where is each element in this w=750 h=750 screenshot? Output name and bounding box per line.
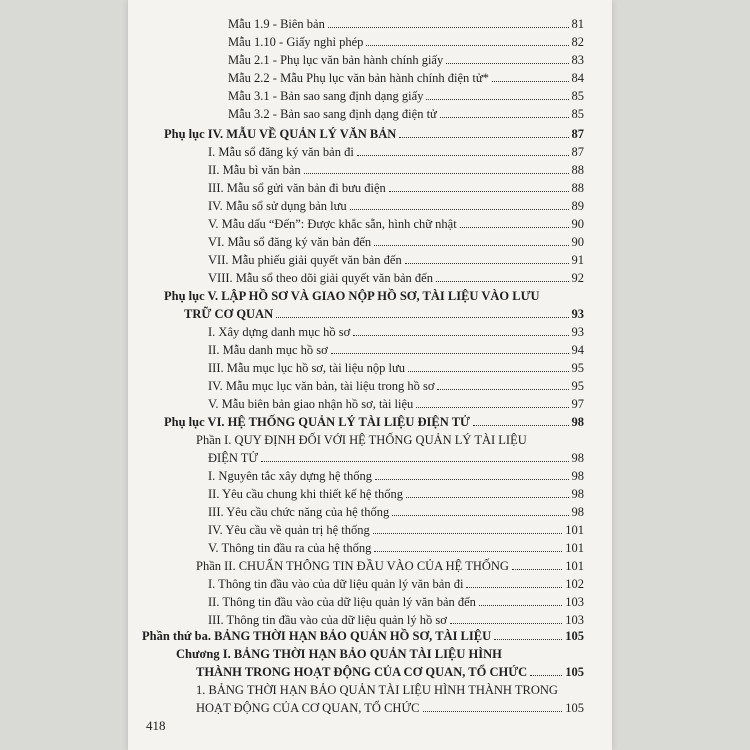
toc-entry — [208, 180, 584, 196]
toc-page-number: 97 — [571, 397, 584, 411]
dot-leader — [350, 209, 569, 210]
toc-entry — [208, 252, 584, 268]
dot-leader — [437, 389, 568, 390]
toc-entry-label: III. Yêu cầu chức năng của hệ thống — [208, 505, 390, 519]
toc-entry-label: Phần II. CHUẨN THÔNG TIN ĐẦU VÀO CỦA HỆ THỐNG — [196, 559, 509, 573]
toc-entry — [228, 34, 584, 50]
dot-leader — [473, 425, 569, 426]
dot-leader — [276, 317, 568, 318]
dot-leader — [423, 711, 563, 712]
toc-page-number: 87 — [571, 145, 584, 159]
toc-entry-label: III. Mẫu mục lục hồ sơ, tài liệu nộp lưu — [208, 361, 406, 375]
toc-entry-label: II. Thông tin đầu vào của dữ liệu quản lý văn bản đến — [208, 595, 476, 609]
toc-entry-label: IV. Yêu cầu về quản trị hệ thống — [208, 523, 370, 537]
toc-entry — [208, 324, 584, 340]
dot-leader — [492, 81, 569, 82]
dot-leader — [436, 281, 569, 282]
toc-page-number: 91 — [571, 253, 584, 267]
toc-page-number: 88 — [571, 163, 584, 177]
toc-entry — [208, 198, 584, 214]
dot-leader — [374, 245, 568, 246]
toc-entry-label: I. Xây dựng danh mục hồ sơ — [208, 325, 351, 339]
toc-page-number: 105 — [565, 629, 584, 643]
toc-entry — [208, 450, 584, 466]
toc-page-number: 81 — [571, 17, 584, 31]
dot-leader — [416, 407, 568, 408]
toc-entry — [184, 306, 584, 322]
toc-page-number: 88 — [571, 181, 584, 195]
toc-entry — [208, 576, 584, 592]
document-page — [128, 0, 612, 750]
dot-leader — [426, 99, 568, 100]
toc-entry — [208, 612, 584, 628]
toc-entry — [208, 486, 584, 502]
toc-page-number: 95 — [571, 379, 584, 393]
toc-entry-label: Mẫu 3.1 - Bản sao sang định dạng giấy — [228, 89, 424, 103]
toc-entry-label: III. Mẫu sổ gửi văn bản đi bưu điện — [208, 181, 386, 195]
toc-entry — [208, 504, 584, 520]
toc-entry-label: Mẫu 1.9 - Biên bản — [228, 17, 325, 31]
dot-leader — [392, 515, 568, 516]
toc-page-number: 101 — [565, 541, 584, 555]
dot-leader — [450, 623, 562, 624]
toc-entry — [228, 52, 584, 68]
toc-entry-label: VII. Mẫu phiếu giải quyết văn bản đến — [208, 253, 402, 267]
toc-entry — [164, 414, 584, 430]
toc-entry-label: TRỮ CƠ QUAN — [184, 307, 274, 321]
toc-entry — [228, 106, 584, 122]
dot-leader — [389, 191, 569, 192]
toc-page-number: 87 — [571, 127, 584, 141]
toc-page-number: 98 — [571, 469, 584, 483]
toc-entry-label: Phần thứ ba. BẢNG THỜI HẠN BẢO QUẢN HỒ SƠ, TÀI LIỆU — [142, 629, 492, 643]
toc-entry-label: I. Mẫu sổ đăng ký văn bản đi — [208, 145, 354, 159]
toc-page-number: 98 — [571, 415, 584, 429]
toc-entry — [196, 558, 584, 574]
toc-entry-label: Phụ lục IV. MẪU VỀ QUẢN LÝ VĂN BẢN — [164, 127, 397, 141]
toc-entry — [208, 594, 584, 610]
toc-entry-label: VIII. Mẫu sổ theo dõi giải quyết văn bản đến — [208, 271, 433, 285]
dot-leader — [353, 335, 568, 336]
dot-leader — [261, 461, 568, 462]
toc-page-number: 93 — [571, 325, 584, 339]
toc-page-number: 98 — [571, 487, 584, 501]
toc-entry-label: HOẠT ĐỘNG CỦA CƠ QUAN, TỔ CHỨC — [196, 701, 420, 715]
toc-page-number: 105 — [565, 701, 584, 715]
toc-entry-label: Mẫu 2.1 - Phụ lục văn bản hành chính giấy — [228, 53, 444, 67]
toc-page-number: 101 — [565, 523, 584, 537]
toc-heading-line: 1. BẢNG THỜI HẠN BẢO QUẢN TÀI LIỆU HÌNH THÀNH TRONG — [196, 683, 558, 697]
toc-heading-line: Phụ lục V. LẬP HỒ SƠ VÀ GIAO NỘP HỒ SƠ, TÀI LIỆU VÀO LƯU — [164, 289, 540, 303]
toc-entry — [228, 70, 584, 86]
toc-entry-label: III. Thông tin đầu vào của dữ liệu quản lý hồ sơ — [208, 613, 447, 627]
dot-leader — [530, 675, 562, 676]
dot-leader — [375, 479, 568, 480]
toc-entry — [208, 270, 584, 286]
dot-leader — [440, 117, 569, 118]
dot-leader — [399, 137, 568, 138]
toc-entry-label: Mẫu 1.10 - Giấy nghỉ phép — [228, 35, 364, 49]
dot-leader — [494, 639, 562, 640]
toc-entry — [208, 468, 584, 484]
toc-entry — [208, 342, 584, 358]
toc-entry — [208, 144, 584, 160]
dot-leader — [328, 27, 569, 28]
toc-entry-label: ĐIỆN TỬ — [208, 451, 259, 465]
dot-leader — [446, 63, 568, 64]
dot-leader — [466, 587, 562, 588]
page-number: 418 — [146, 718, 166, 733]
dot-leader — [512, 569, 562, 570]
toc-page-number: 89 — [571, 199, 584, 213]
toc-heading-line: Chương I. BẢNG THỜI HẠN BẢO QUẢN TÀI LIỆU HÌNH — [176, 647, 502, 661]
toc-entry — [196, 700, 584, 716]
dot-leader — [406, 497, 569, 498]
toc-entry-label: Mẫu 3.2 - Bản sao sang định dạng điện tử — [228, 107, 437, 121]
toc-page-number: 82 — [571, 35, 584, 49]
toc-entry — [228, 16, 584, 32]
toc-page-number: 98 — [571, 451, 584, 465]
toc-page-number: 93 — [571, 307, 584, 321]
toc-page-number: 95 — [571, 361, 584, 375]
toc-entry-label: VI. Mẫu sổ đăng ký văn bản đến — [208, 235, 372, 249]
toc-page-number: 83 — [571, 53, 584, 67]
dot-leader — [408, 371, 568, 372]
dot-leader — [357, 155, 569, 156]
toc-page-number: 103 — [565, 595, 584, 609]
toc-entry-label: Mẫu 2.2 - Mẫu Phụ lục văn bản hành chính điện tử* — [228, 71, 489, 85]
toc-page-number: 90 — [571, 217, 584, 231]
toc-entry-label: II. Mẫu danh mục hồ sơ — [208, 343, 328, 357]
toc-entry — [208, 540, 584, 556]
dot-leader — [374, 551, 562, 552]
toc-entry — [228, 88, 584, 104]
dot-leader — [304, 173, 569, 174]
toc-entry — [208, 360, 584, 376]
toc-page-number: 84 — [571, 71, 584, 85]
dot-leader — [331, 353, 569, 354]
dot-leader — [405, 263, 569, 264]
dot-leader — [479, 605, 562, 606]
toc-entry-label: V. Mẫu biên bản giao nhận hồ sơ, tài liệu — [208, 397, 414, 411]
toc-entry-label: II. Yêu cầu chung khi thiết kế hệ thống — [208, 487, 403, 501]
toc-entry — [208, 378, 584, 394]
toc-entry — [208, 162, 584, 178]
dot-leader — [373, 533, 562, 534]
dot-leader — [460, 227, 569, 228]
toc-entry-label: I. Nguyên tắc xây dựng hệ thống — [208, 469, 373, 483]
toc-page-number: 103 — [565, 613, 584, 627]
toc-entry-label: I. Thông tin đầu vào của dữ liệu quản lý văn bản đi — [208, 577, 464, 591]
toc-page-number: 85 — [571, 107, 584, 121]
toc-entry-label: Phụ lục VI. HỆ THỐNG QUẢN LÝ TÀI LIỆU ĐIỆN TỬ — [164, 415, 470, 429]
toc-page-number: 98 — [571, 505, 584, 519]
toc-entry-label: IV. Mẫu mục lục văn bản, tài liệu trong hồ sơ — [208, 379, 435, 393]
toc-entry — [208, 216, 584, 232]
toc-page-number: 92 — [571, 271, 584, 285]
toc-entry — [208, 396, 584, 412]
toc-entry-label: V. Thông tin đầu ra của hệ thống — [208, 541, 372, 555]
toc-entry — [208, 234, 584, 250]
toc-entry-label: V. Mẫu dấu “Đến”: Được khắc sẵn, hình chữ nhật — [208, 217, 457, 231]
toc-page-number: 90 — [571, 235, 584, 249]
toc-page-number: 85 — [571, 89, 584, 103]
toc-page-number: 102 — [565, 577, 584, 591]
toc-entry-label: IV. Mẫu sổ sử dụng bản lưu — [208, 199, 347, 213]
toc-entry — [208, 522, 584, 538]
dot-leader — [366, 45, 568, 46]
toc-page-number: 101 — [565, 559, 584, 573]
toc-entry — [196, 664, 584, 680]
toc-entry-label: II. Mẫu bì văn bản — [208, 163, 301, 177]
toc-entry — [142, 628, 584, 644]
toc-heading-line: Phần I. QUY ĐỊNH ĐỐI VỚI HỆ THỐNG QUẢN LÝ TÀI LIỆU — [196, 433, 527, 447]
toc-entry-label: THÀNH TRONG HOẠT ĐỘNG CỦA CƠ QUAN, TỔ CHỨC — [196, 665, 528, 679]
toc-entry — [164, 126, 584, 142]
toc-page-number: 94 — [571, 343, 584, 357]
toc-page-number: 105 — [565, 665, 584, 679]
